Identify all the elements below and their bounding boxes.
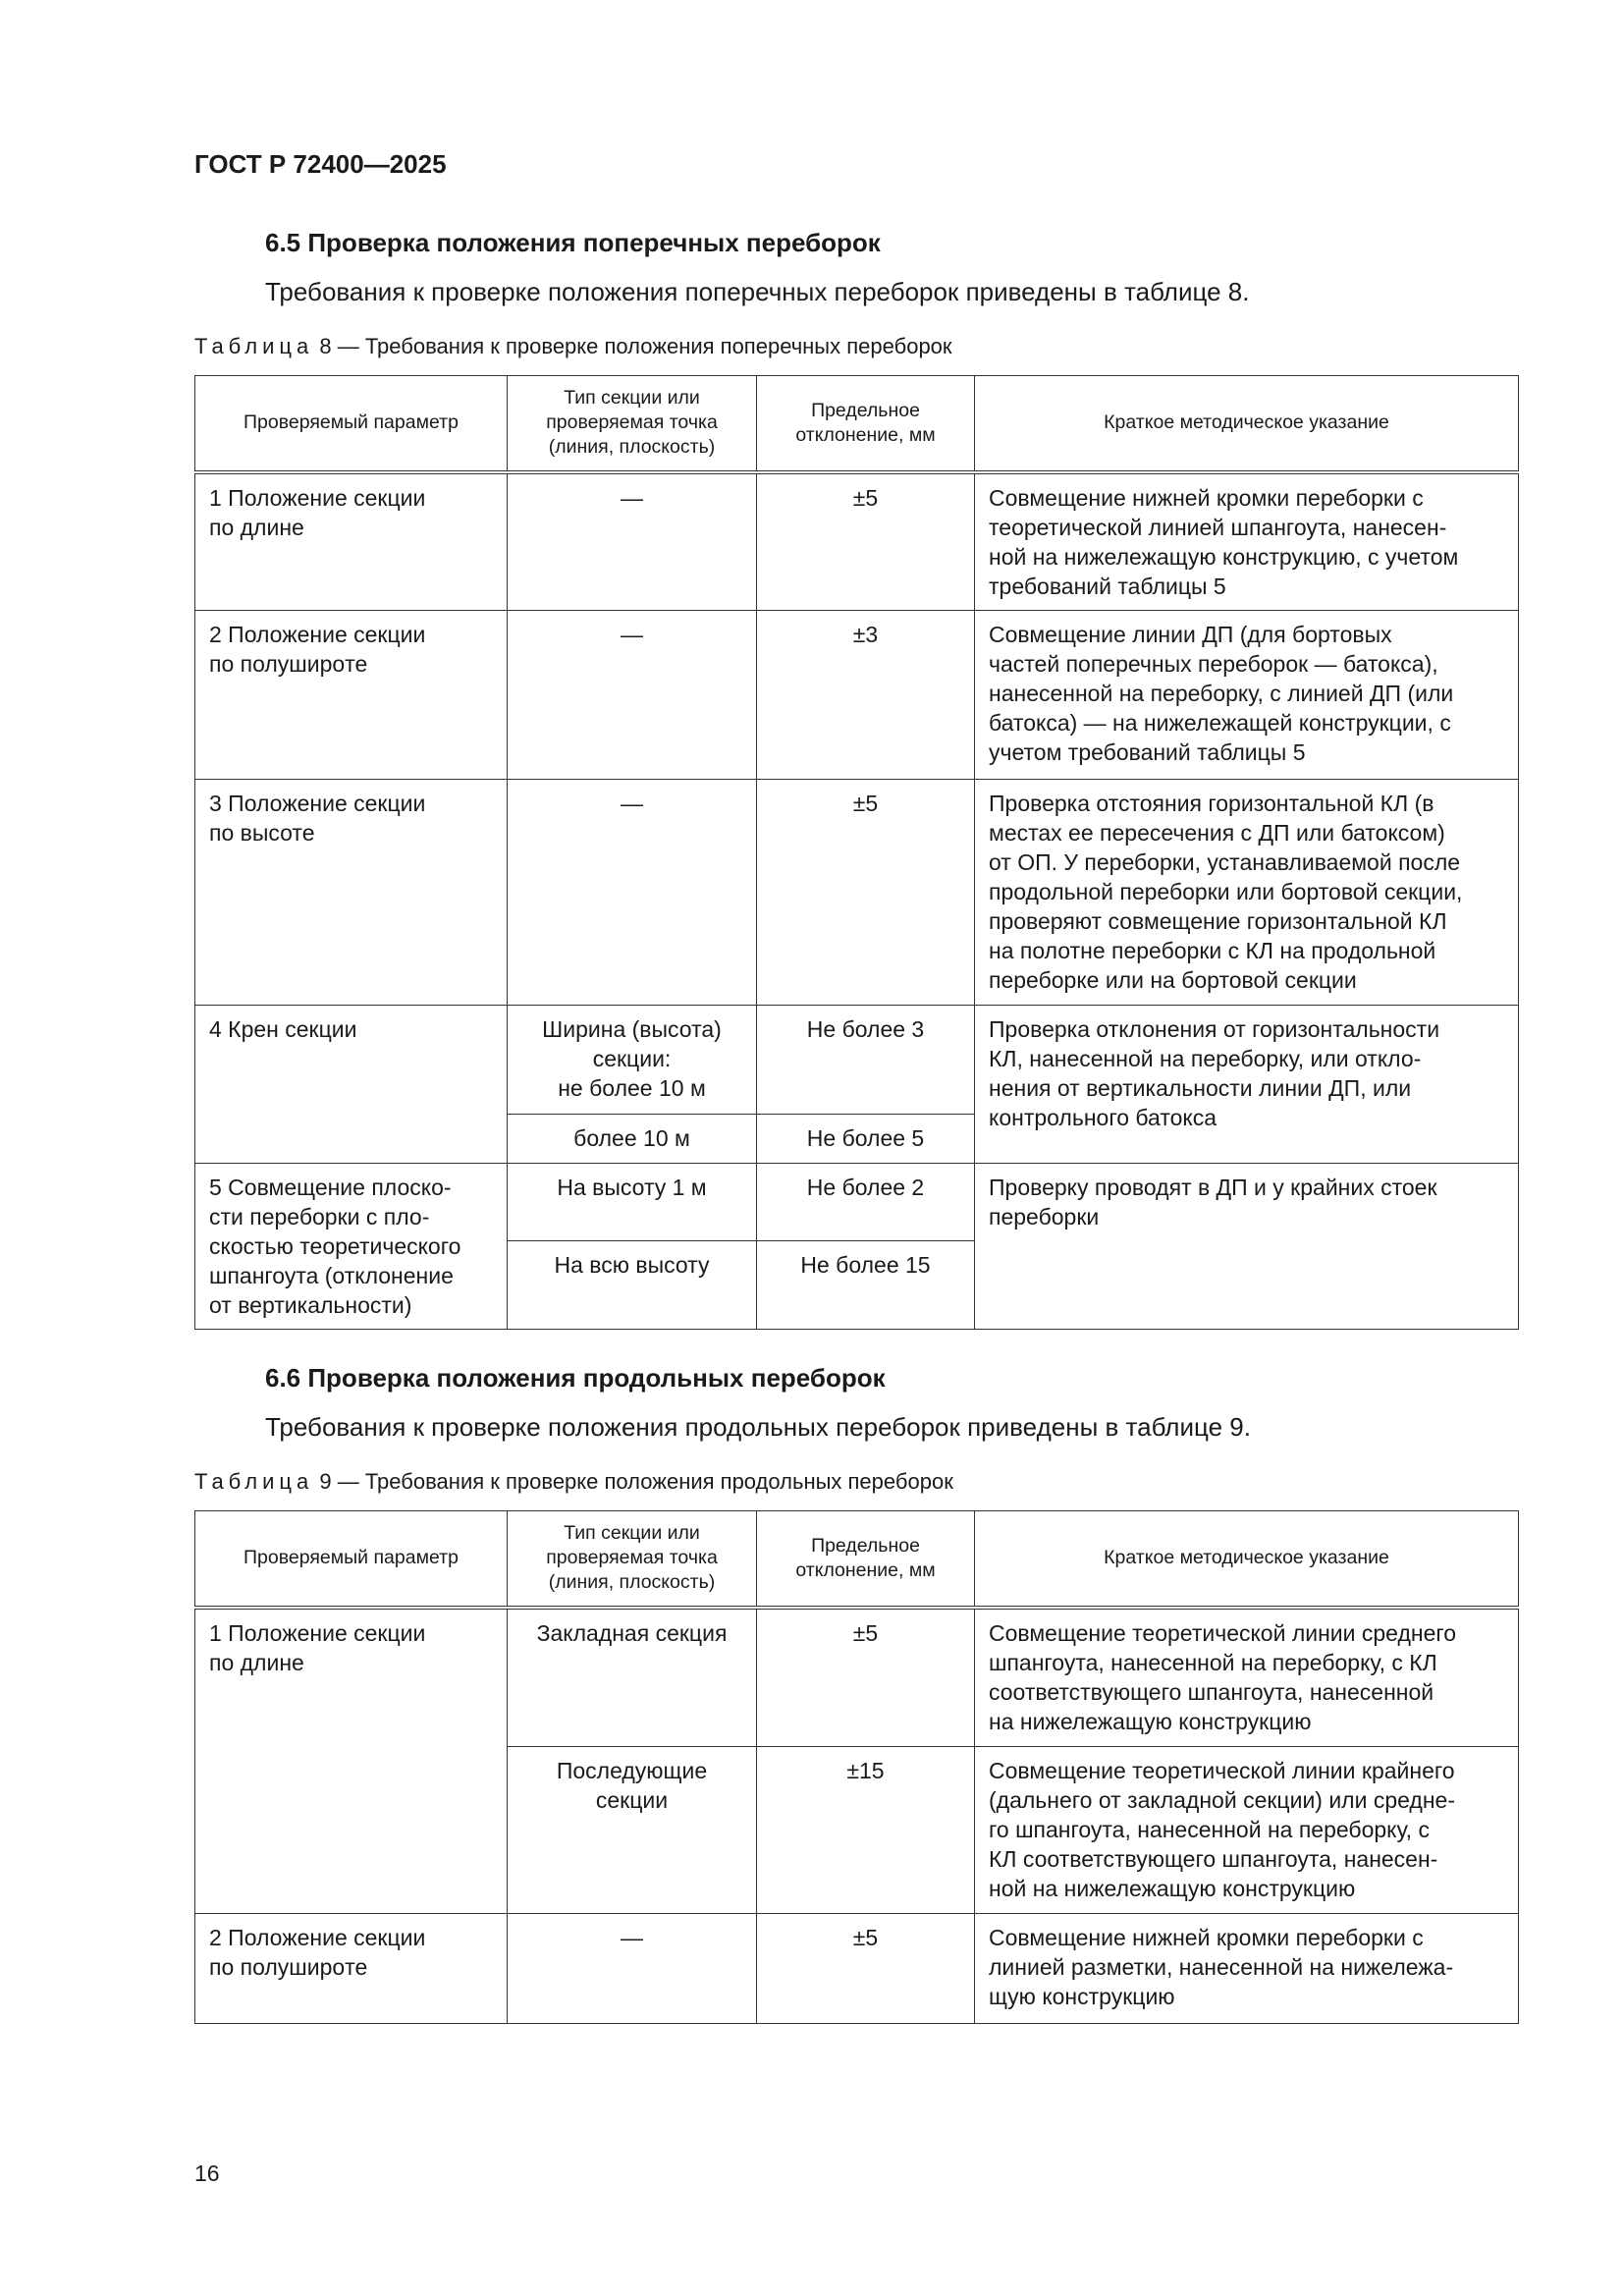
table-row xyxy=(195,472,1519,611)
table-9-r1-param: 1 Положение секции по длине xyxy=(195,1608,508,1914)
table-8-r1-deviation: ±5 xyxy=(757,472,975,611)
table-row xyxy=(195,1164,1519,1241)
table-8-r3-note: Проверка отстояния горизонтальной КЛ (в местах ее пересечения с ДП или батоксом) от ОП. У переборки, устанавливаемой после продольной переборки или бортовой секции, проверяют совмещение горизонтальной КЛ на полотне переборки с КЛ на продольной переборке или на бортовой секции xyxy=(975,780,1519,1006)
section-6-5-heading: 6.5 Проверка положения поперечных переборок xyxy=(265,228,881,257)
document-header: ГОСТ Р 72400—2025 xyxy=(194,149,447,179)
table-8-r1-note: Совмещение нижней кромки переборки с теоретической линией шпангоута, нанесен- ной на нижележащую конструкцию, с учетом требований таблицы 5 xyxy=(975,472,1519,611)
table-8-header-param: Проверяемый параметр xyxy=(195,376,508,472)
table-8-r4-type-b: более 10 м xyxy=(508,1115,757,1164)
table-8-r5-deviation-a: Не более 2 xyxy=(757,1164,975,1241)
table-9-header-deviation: Предельное отклонение, мм xyxy=(757,1511,975,1608)
table-8-r2-deviation: ±3 xyxy=(757,611,975,780)
table-9-header-param: Проверяемый параметр xyxy=(195,1511,508,1608)
table-8-r2-type: — xyxy=(508,611,757,780)
table-8-r1-param: 1 Положение секции по длине xyxy=(195,472,508,611)
table-9-r1-type-a: Закладная секция xyxy=(508,1608,757,1747)
table-9-r2-note: Совмещение нижней кромки переборки с линией разметки, нанесенной на нижележа- щую конструкцию xyxy=(975,1914,1519,2024)
page-number: 16 xyxy=(194,2160,220,2186)
table-8-header-deviation: Предельное отклонение, мм xyxy=(757,376,975,472)
table-8-r3-type: — xyxy=(508,780,757,1006)
table-9-r2-param: 2 Положение секции по полуширoте xyxy=(195,1914,508,2024)
table-row xyxy=(195,1608,1519,1747)
table-row xyxy=(195,1006,1519,1115)
table-9-caption-label: Таблица xyxy=(194,1469,314,1494)
section-6-6-intro: Требования к проверке положения продольных переборок приведены в таблице 9. xyxy=(265,1412,1251,1442)
section-6-6-heading: 6.6 Проверка положения продольных переборок xyxy=(265,1363,886,1393)
table-8 xyxy=(194,375,1519,1330)
table-8-header-row xyxy=(195,376,1519,472)
table-8-caption-label: Таблица xyxy=(194,334,314,358)
table-9 xyxy=(194,1510,1519,2024)
table-9-caption-text: 9 — Требования к проверке положения продольных переборок xyxy=(319,1469,953,1494)
table-8-r5-note: Проверку проводят в ДП и у крайних стоек переборки xyxy=(975,1164,1519,1330)
table-8-r5-type-a: На высоту 1 м xyxy=(508,1164,757,1241)
table-8-r5-type-b: На всю высоту xyxy=(508,1241,757,1330)
table-row xyxy=(195,1914,1519,2024)
table-8-r3-param: 3 Положение секции по высоте xyxy=(195,780,508,1006)
table-8-r5-param: 5 Совмещение плоско- сти переборки с пло- скостью теоретического шпангоута (отклонение от вертикальности) xyxy=(195,1164,508,1330)
table-row xyxy=(195,780,1519,1006)
table-8-r4-note: Проверка отклонения от горизонтальности КЛ, нанесенной на переборку, или откло- нения от вертикальности линии ДП, или контрольного батокса xyxy=(975,1006,1519,1164)
section-6-5-intro: Требования к проверке положения поперечных переборок приведены в таблице 8. xyxy=(265,277,1250,306)
table-9-r1-type-b: Последующие секции xyxy=(508,1747,757,1914)
table-8-caption xyxy=(194,334,952,359)
table-9-r1-deviation-b: ±15 xyxy=(757,1747,975,1914)
table-row xyxy=(195,611,1519,780)
table-9-header-type: Тип секции или проверяемая точка (линия, плоскость) xyxy=(508,1511,757,1608)
table-8-header-type: Тип секции или проверяемая точка (линия, плоскость) xyxy=(508,376,757,472)
table-8-r4-param: 4 Крен секции xyxy=(195,1006,508,1164)
table-8-r3-deviation: ±5 xyxy=(757,780,975,1006)
table-8-caption-text: 8 — Требования к проверке положения поперечных переборок xyxy=(319,334,952,358)
table-9-r2-type: — xyxy=(508,1914,757,2024)
table-8-r2-note: Совмещение линии ДП (для бортовых частей поперечных переборок — батокса), нанесенной на переборку, с линией ДП (или батокса) — на нижележащей конструкции, с учетом требований таблицы 5 xyxy=(975,611,1519,780)
table-9-header-row xyxy=(195,1511,1519,1608)
table-9-r2-deviation: ±5 xyxy=(757,1914,975,2024)
table-8-header-note: Краткое методическое указание xyxy=(975,376,1519,472)
table-9-r1-note-b: Совмещение теоретической линии крайнего (дальнего от закладной секции) или средне- го шпангоута, нанесенной на переборку, с КЛ соответствующего шпангоута, нанесен- ной на нижележащую конструкцию xyxy=(975,1747,1519,1914)
table-9-r1-deviation-a: ±5 xyxy=(757,1608,975,1747)
table-9-r1-note-a: Совмещение теоретической линии среднего шпангоута, нанесенной на переборку, с КЛ соответствующего шпангоута, нанесенной на нижележащую конструкцию xyxy=(975,1608,1519,1747)
table-8-r4-deviation-b: Не более 5 xyxy=(757,1115,975,1164)
table-9-header-note: Краткое методическое указание xyxy=(975,1511,1519,1608)
table-8-r2-param: 2 Положение секции по полуширoте xyxy=(195,611,508,780)
table-8-r4-type-a: Ширина (высота) секции: не более 10 м xyxy=(508,1006,757,1115)
table-8-r1-type: — xyxy=(508,472,757,611)
table-9-caption xyxy=(194,1469,953,1495)
table-8-r4-deviation-a: Не более 3 xyxy=(757,1006,975,1115)
table-8-r5-deviation-b: Не более 15 xyxy=(757,1241,975,1330)
